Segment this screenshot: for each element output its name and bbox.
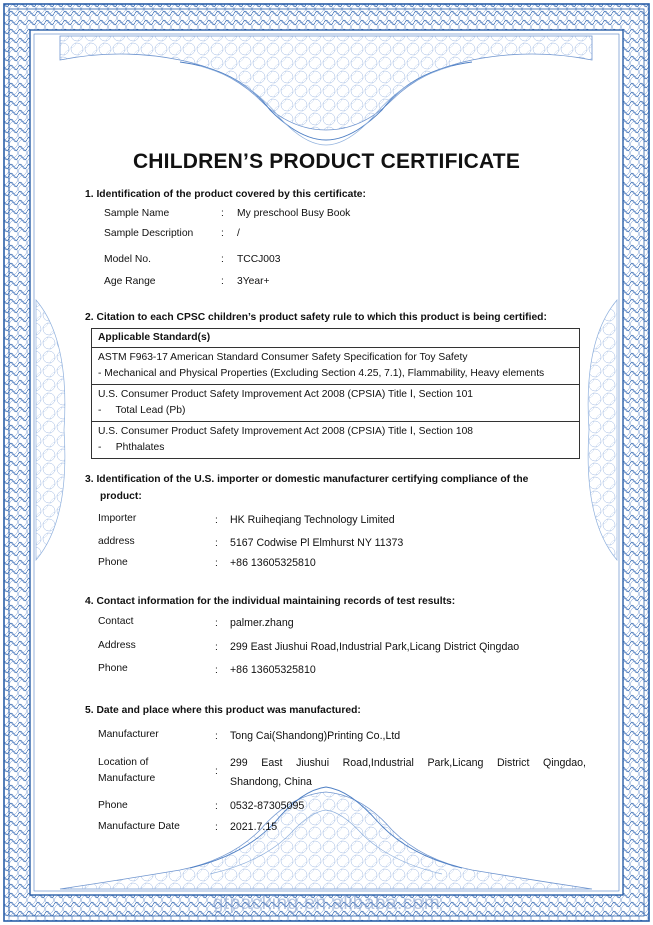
colon: : — [215, 515, 218, 526]
colon: : — [215, 558, 218, 569]
colon: : — [215, 822, 218, 833]
address-label: address — [98, 536, 135, 547]
table-row — [92, 422, 580, 459]
section1-heading: 1. Identification of the product covered by this certificate: — [85, 189, 366, 200]
sample-description-value: / — [237, 228, 240, 239]
colon: : — [221, 276, 224, 287]
standard-subline: - Phthalates — [98, 442, 165, 453]
colon: : — [215, 731, 218, 742]
colon: : — [215, 618, 218, 629]
phone-label: Phone — [98, 663, 128, 674]
age-range-value: 3Year+ — [237, 276, 270, 287]
address-value: 299 East Jiushui Road,Industrial Park,Licang District Qingdao — [230, 641, 520, 653]
phone-label: Phone — [98, 557, 128, 568]
colon: : — [215, 665, 218, 676]
model-no-label: Model No. — [104, 254, 151, 265]
certificate-title: CHILDREN’S PRODUCT CERTIFICATE — [132, 150, 521, 173]
table-row — [92, 385, 580, 422]
age-range-label: Age Range — [104, 276, 156, 287]
table-header: Applicable Standard(s) — [92, 329, 580, 348]
model-no-value: TCCJ003 — [237, 254, 281, 265]
colon: : — [221, 254, 224, 265]
section3-heading-cont: product: — [100, 491, 142, 502]
phone-label: Phone — [98, 800, 128, 811]
address-value: 5167 Codwise Pl Elmhurst NY 11373 — [230, 537, 404, 549]
phone-value: 0532-87305095 — [230, 800, 305, 812]
importer-label: Importer — [98, 513, 137, 524]
manufacture-date-label: Manufacture Date — [98, 821, 180, 832]
manufacturer-label: Manufacturer — [98, 729, 159, 740]
colon: : — [215, 766, 218, 777]
section4-heading: 4. Contact information for the individual maintaining records of test results: — [85, 596, 456, 607]
standard-cell — [92, 422, 580, 459]
location-value-cont: Shandong, China — [230, 776, 312, 788]
standard-line: U.S. Consumer Product Safety Improvement Act 2008 (CPSIA) Title Ⅰ, Section 108 — [98, 426, 474, 437]
address-label: Address — [98, 640, 136, 651]
manufacturer-value: Tong Cai(Shandong)Printing Co.,Ltd — [230, 730, 401, 742]
colon: : — [221, 228, 224, 239]
standard-line: ASTM F963-17 American Standard Consumer Safety Specification for Toy Safety — [98, 352, 468, 363]
section5-heading: 5. Date and place where this product was manufactured: — [85, 705, 361, 716]
location-label-cont: Manufacture — [98, 773, 156, 784]
standard-subline: - Mechanical and Physical Properties (Excluding Section 4.25, 7.1), Flammability, Heavy elements — [98, 368, 545, 379]
phone-value: +86 13605325810 — [230, 664, 316, 676]
watermark: gtpacking.en.alibaba.com — [212, 893, 441, 914]
sample-description-label: Sample Description — [104, 228, 194, 239]
importer-value: HK Ruiheqiang Technology Limited — [230, 514, 395, 526]
sample-name-value: My preschool Busy Book — [237, 208, 351, 219]
contact-label: Contact — [98, 616, 134, 627]
contact-value: palmer.zhang — [230, 617, 294, 629]
colon: : — [221, 208, 224, 219]
colon: : — [215, 642, 218, 653]
colon: : — [215, 801, 218, 812]
section3-heading: 3. Identification of the U.S. importer or domestic manufacturer certifying compliance of the — [85, 474, 529, 485]
colon: : — [215, 538, 218, 549]
location-label: Location of — [98, 757, 149, 768]
sample-name-label: Sample Name — [104, 208, 170, 219]
standards-table — [91, 328, 580, 459]
table-row — [92, 348, 580, 385]
standard-subline: - Total Lead (Pb) — [98, 405, 186, 416]
standard-cell — [92, 348, 580, 385]
phone-value: +86 13605325810 — [230, 557, 316, 569]
standard-cell — [92, 385, 580, 422]
standard-line: U.S. Consumer Product Safety Improvement Act 2008 (CPSIA) Title Ⅰ, Section 101 — [98, 389, 474, 400]
manufacture-date-value: 2021.7.15 — [230, 821, 278, 833]
section2-heading: 2. Citation to each CPSC children’s product safety rule to which this product is being certified: — [85, 312, 547, 323]
table-row — [92, 329, 580, 348]
location-value: 299 East Jiushui Road,Industrial Park,Licang District Qingdao, — [230, 757, 586, 769]
